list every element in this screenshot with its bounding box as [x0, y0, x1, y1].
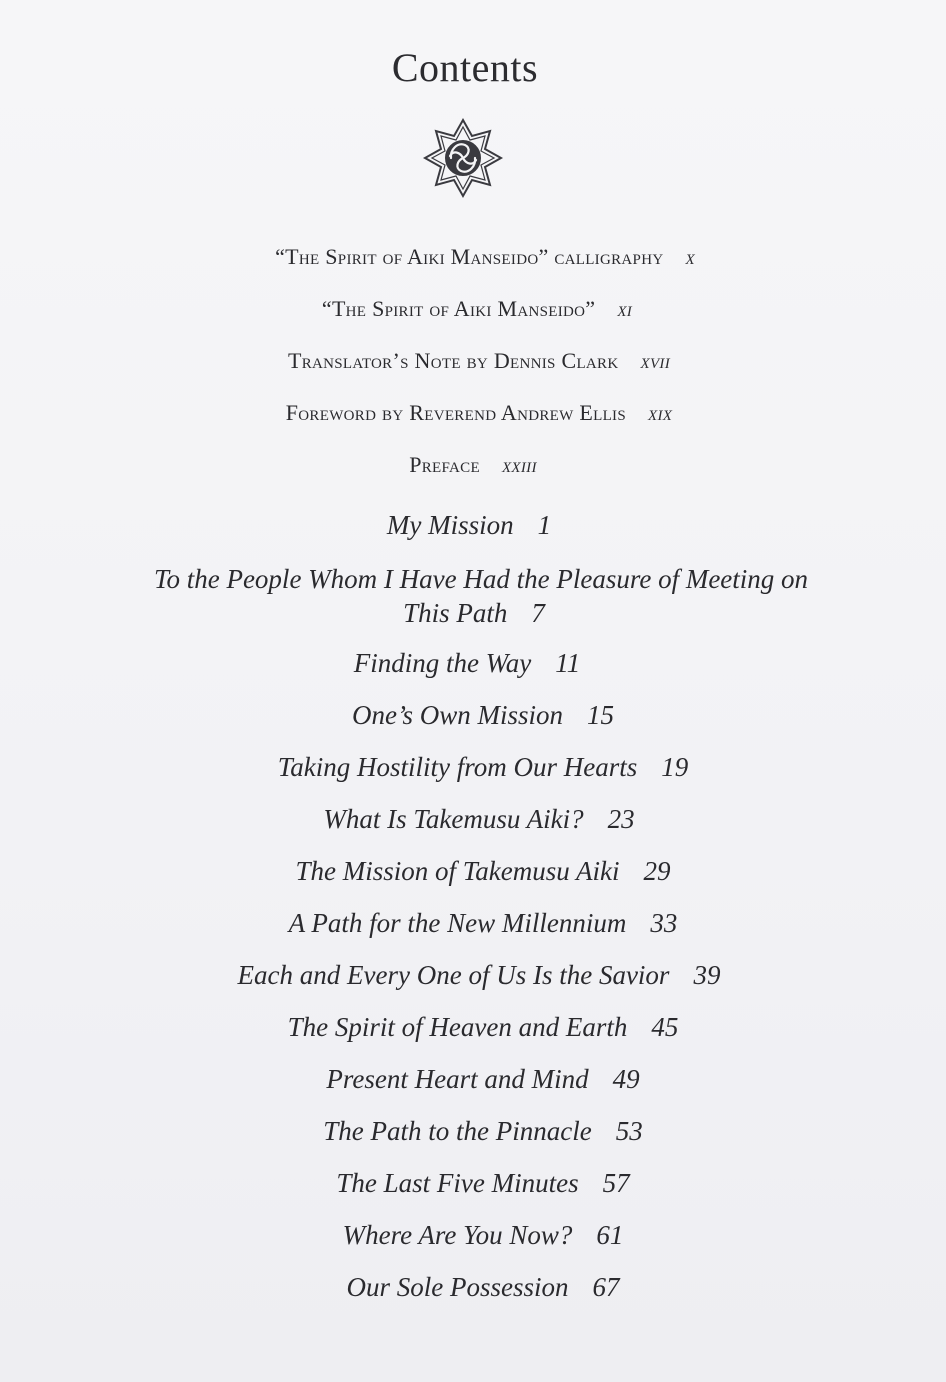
toc-entry	[8, 562, 946, 630]
toc-entry-page: 23	[607, 804, 635, 834]
toc-entry	[6, 348, 946, 374]
toc-entry	[10, 856, 946, 887]
toc-entry-page: 45	[651, 1012, 679, 1042]
toc-entry	[6, 960, 946, 991]
toc-entry-title: Preface	[409, 452, 480, 477]
toc-entry-title: The Last Five Minutes	[336, 1168, 579, 1198]
toc-entry-title-continued: This Path	[403, 598, 508, 628]
toc-entry-title: Foreword by Reverend Andrew Ellis	[285, 400, 626, 425]
toc-entry-page: 61	[596, 1220, 624, 1250]
toc-entry	[12, 244, 946, 270]
toc-entry	[10, 1116, 946, 1147]
toc-entry-title: What Is Takemusu Aiki?	[323, 804, 584, 834]
toc-entry-title: To the People Whom I Have Had the Pleasure of Meeting on	[153, 564, 809, 594]
toc-entry-page: 7	[531, 598, 545, 628]
toc-entry-page: 29	[643, 856, 671, 886]
toc-entry	[6, 804, 946, 835]
toc-entry-title: “The Spirit of Aiki Manseido”	[321, 296, 596, 321]
toc-entry	[10, 752, 946, 783]
toc-entry-title: Translator’s Note by Dennis Clark	[287, 348, 619, 373]
toc-entry-page: 33	[650, 908, 678, 938]
toc-entry-page: xxiii	[501, 452, 537, 477]
toc-entry-title: The Spirit of Heaven and Earth	[287, 1012, 628, 1042]
toc-entry-title: The Mission of Takemusu Aiki	[295, 856, 620, 886]
toc-entry-title: A Path for the New Millennium	[288, 908, 627, 938]
toc-entry-page: x	[685, 244, 695, 269]
toc-entry-title: Present Heart and Mind	[326, 1064, 589, 1094]
toc-entry-title: One’s Own Mission	[351, 700, 564, 730]
toc-entry	[10, 1064, 946, 1095]
toc-entry-page: xvii	[640, 348, 671, 373]
toc-entry-title: The Path to the Pinnacle	[323, 1116, 592, 1146]
toc-entry-title: Each and Every One of Us Is the Savior	[237, 960, 670, 990]
toc-entry	[10, 1168, 946, 1199]
toc-entry-title: My Mission	[386, 510, 514, 540]
toc-entry	[10, 1012, 946, 1043]
toc-entry-page: 1	[537, 510, 552, 540]
toc-entry-title: Taking Hostility from Our Hearts	[277, 752, 638, 782]
toc-entry-page: 53	[615, 1116, 643, 1146]
toc-entry	[10, 908, 946, 939]
toc-entry	[10, 1272, 946, 1303]
toc-entry	[0, 452, 946, 478]
toc-entry	[0, 648, 940, 679]
toc-entry-page: xi	[617, 296, 633, 321]
toc-entry-title: Where Are You Now?	[342, 1220, 573, 1250]
toc-entry-page: 49	[612, 1064, 640, 1094]
toc-entry-page: xix	[648, 400, 673, 425]
toc-entry-page: 11	[555, 648, 581, 678]
page-title: Contents	[391, 45, 539, 90]
toc-entry-title: Our Sole Possession	[346, 1272, 569, 1302]
lotus-swirl-emblem-icon	[421, 116, 505, 200]
toc-entry	[4, 296, 946, 322]
toc-entry-page: 15	[587, 700, 615, 730]
toc-entry-title: “The Spirit of Aiki Manseido” calligraphy	[275, 244, 664, 269]
toc-entry-page: 67	[592, 1272, 620, 1302]
toc-entry-page: 57	[602, 1168, 630, 1198]
toc-entry	[10, 1220, 946, 1251]
toc-entry	[0, 510, 942, 541]
toc-entry	[10, 700, 946, 731]
toc-entry-page: 19	[661, 752, 689, 782]
toc-entry-title: Finding the Way	[353, 648, 532, 678]
toc-entry-page: 39	[693, 960, 721, 990]
toc-entry	[6, 400, 946, 426]
